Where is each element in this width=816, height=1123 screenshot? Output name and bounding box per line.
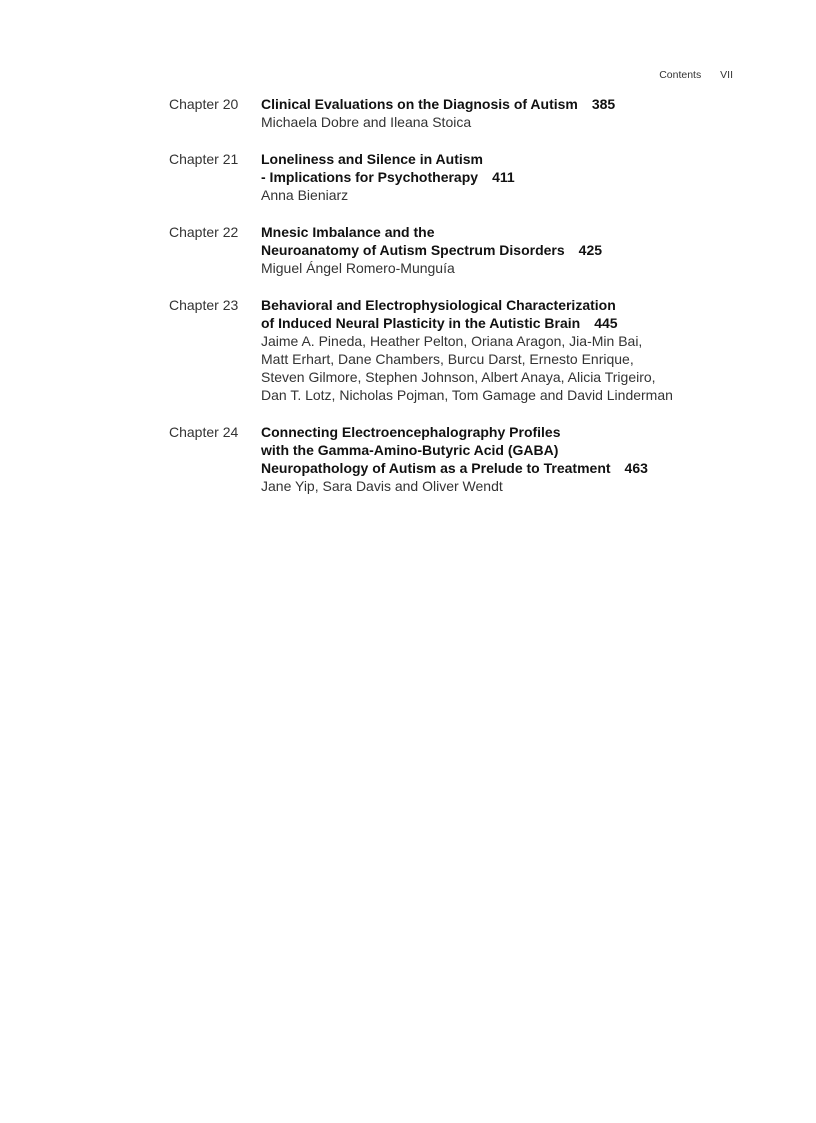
entry-body bbox=[261, 223, 749, 277]
chapter-title-line: Behavioral and Electrophysiological Characterization bbox=[261, 297, 616, 313]
chapter-title-line: Connecting Electroencephalography Profiles bbox=[261, 424, 561, 440]
chapter-title-line bbox=[261, 95, 749, 113]
chapter-title-line bbox=[261, 459, 749, 477]
chapter-label: Chapter 20 bbox=[169, 96, 239, 112]
chapter-title-line bbox=[261, 314, 749, 332]
chapter-page-number: 385 bbox=[591, 96, 616, 112]
chapter-authors: Jane Yip, Sara Davis and Oliver Wendt bbox=[261, 478, 503, 494]
toc-entry-chapter-20[interactable] bbox=[169, 95, 749, 131]
chapter-title-line bbox=[261, 168, 749, 186]
header-page-number: VII bbox=[720, 69, 733, 81]
chapter-title-line bbox=[261, 241, 749, 259]
chapter-page-number: 411 bbox=[492, 169, 515, 185]
toc-entry-chapter-21[interactable] bbox=[169, 150, 749, 204]
toc-entry-chapter-22[interactable] bbox=[169, 223, 749, 277]
chapter-label: Chapter 23 bbox=[169, 297, 239, 313]
toc-entry-chapter-23[interactable] bbox=[169, 296, 749, 404]
chapter-authors: Dan T. Lotz, Nicholas Pojman, Tom Gamage and David Linderman bbox=[261, 387, 673, 403]
chapter-title-text: of Induced Neural Plasticity in the Autistic Brain bbox=[261, 315, 581, 331]
table-of-contents bbox=[169, 95, 749, 514]
entry-body bbox=[261, 150, 749, 204]
chapter-page-number: 425 bbox=[578, 242, 603, 258]
chapter-title-line: Loneliness and Silence in Autism bbox=[261, 151, 483, 167]
chapter-authors: Steven Gilmore, Stephen Johnson, Albert Anaya, Alicia Trigeiro, bbox=[261, 369, 656, 385]
chapter-authors: Miguel Ángel Romero-Munguía bbox=[261, 260, 455, 276]
chapter-authors: Matt Erhart, Dane Chambers, Burcu Darst, Ernesto Enrique, bbox=[261, 351, 634, 367]
chapter-authors: Anna Bieniarz bbox=[261, 187, 349, 203]
chapter-authors: Michaela Dobre and Ileana Stoica bbox=[261, 114, 472, 130]
running-header bbox=[659, 69, 733, 81]
chapter-page-number: 463 bbox=[624, 460, 648, 476]
chapter-title-line: Mnesic Imbalance and the bbox=[261, 224, 435, 240]
chapter-title-text: Neuropathology of Autism as a Prelude to Treatment bbox=[261, 460, 611, 476]
chapter-page-number: 445 bbox=[594, 315, 618, 331]
chapter-label: Chapter 21 bbox=[169, 151, 239, 167]
chapter-title-line: with the Gamma-Amino-Butyric Acid (GABA) bbox=[261, 442, 559, 458]
chapter-title-text: - Implications for Psychotherapy bbox=[261, 169, 479, 185]
chapter-title-text: Neuroanatomy of Autism Spectrum Disorders bbox=[261, 242, 565, 258]
chapter-label: Chapter 22 bbox=[169, 224, 239, 240]
chapter-title-text: Clinical Evaluations on the Diagnosis of Autism bbox=[261, 96, 578, 112]
entry-body bbox=[261, 296, 749, 404]
chapter-authors: Jaime A. Pineda, Heather Pelton, Oriana Aragon, Jia-Min Bai, bbox=[261, 333, 643, 349]
header-section-title: Contents bbox=[659, 69, 702, 81]
toc-entry-chapter-24[interactable] bbox=[169, 423, 749, 495]
entry-body bbox=[261, 423, 749, 495]
entry-body bbox=[261, 95, 749, 131]
chapter-label: Chapter 24 bbox=[169, 424, 239, 440]
